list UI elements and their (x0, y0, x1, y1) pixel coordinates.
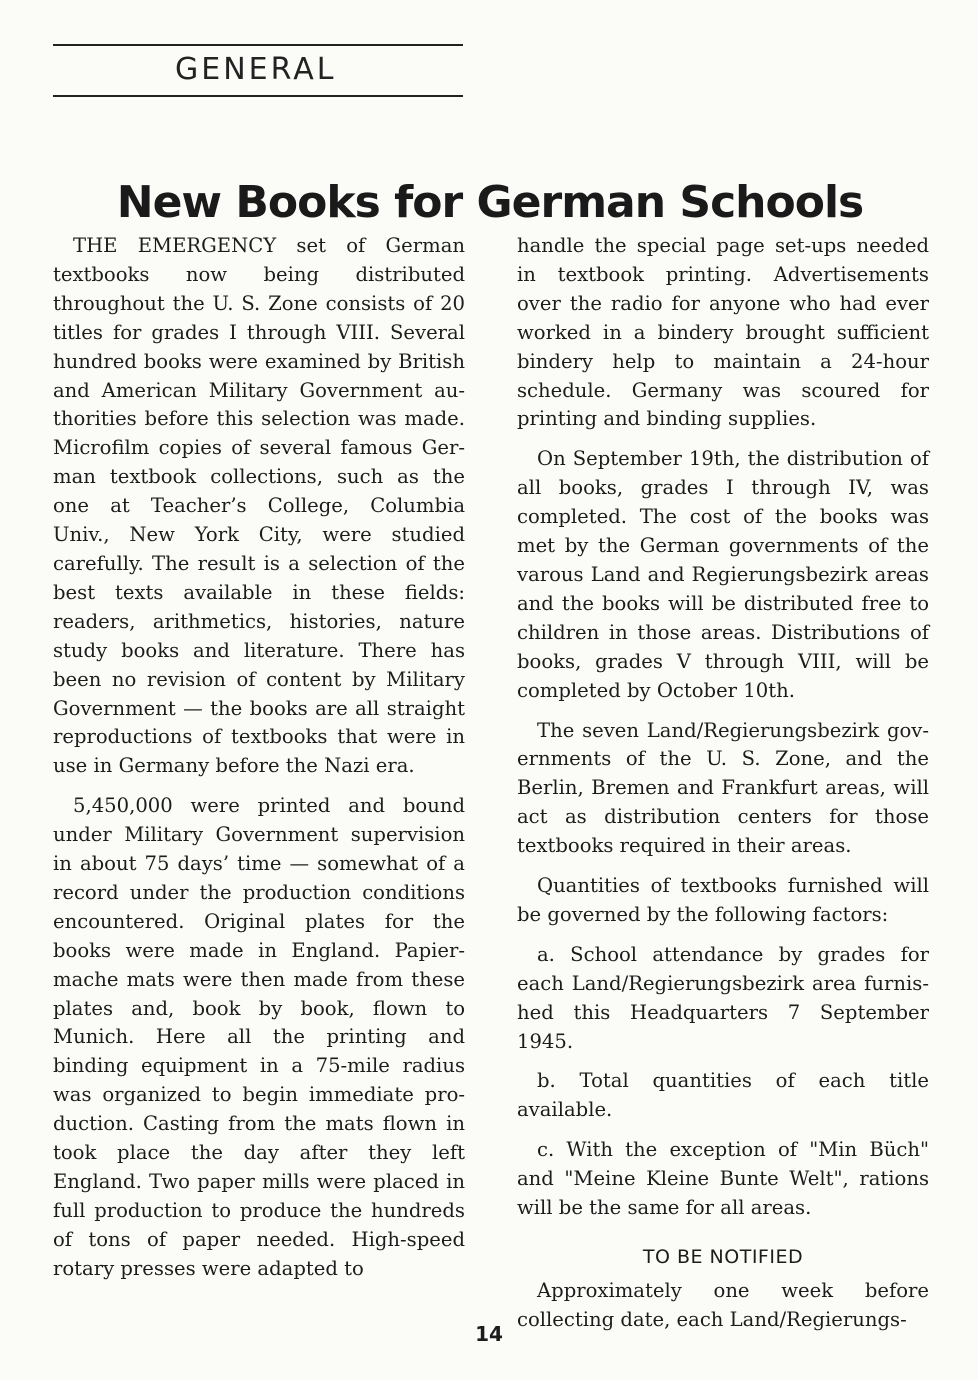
paragraph: b. Total quantities of each title available. (517, 1069, 929, 1122)
paragraph: Quantities of textbooks furnished will be governed by the following factors: (517, 874, 929, 926)
paragraph: a. School attendance by grades for each Land/Regierungsbezirk area furnished this Headquarters 7 September 1945. (517, 942, 929, 1053)
paragraph: handle the special page set-ups needed in textbook printing. Advertisements over the radio for anyone who had ever worked in a bindery brought sufficient bindery help to maintain a 24-hour schedule. Germany was scoured for printing and binding supplies. (517, 234, 929, 431)
right-column (517, 232, 929, 1346)
left-column (53, 232, 465, 1295)
section-title: GENERAL (175, 52, 337, 87)
section-rule-top (53, 44, 463, 46)
page-number: 14 (475, 1322, 503, 1346)
paragraph: 5,450,000 were printed and bound under Military Government supervision in about 75 days’ time — somewhat of a record under the production conditions encountered. Original plates for the books were made in England. Papier-mache mats were then made from these plates and, book by book, flown to Munich. Here all the printing and binding equipment in a 75-mile radius was organized to begin immediate production. Casting from the mats flown in took place the day after they left England. Two paper mills were placed in full production to produce the hundreds of tons of paper needed. High-speed rotary presses were adapted to (53, 794, 465, 1280)
paragraph: THE EMERGENCY set of German textbooks now being distributed throughout the U. S. Zone consists of 20 titles for grades I through VIII. Several hundred books were examined by British and American Military Government authorities before this selection was made. Microfilm copies of several famous German textbook collections, such as the one at Teacher’s College, Columbia Univ., New York City, were studied carefully. The result is a selection of the best texts available in these fields: readers, arithmetics, histories, nature study books and literature. There has been no revision of content by Military Government — the books are all straight reproductions of textbooks that were in use in Germany before the Nazi era. (53, 234, 465, 778)
paragraph: On September 19th, the distribution of all books, grades I through IV, was completed. The cost of the books was met by the German governments of the varous Land and Regierungsbezirk areas and the books will be distributed free to children in those areas. Distributions of books, grades V through VIII, will be completed by October 10th. (517, 447, 929, 702)
subheading: TO BE NOTIFIED (642, 1246, 804, 1268)
section-rule-bottom (53, 95, 463, 97)
paragraph: Approximately one week before collecting date, each Land/Regierungs- (517, 1279, 929, 1331)
paragraph: The seven Land/Regierungsbezirk governments of the U. S. Zone, and the Berlin, Bremen and Frankfurt areas, will act as distribution centers for those textbooks required in their areas. (517, 718, 929, 858)
paragraph: c. With the exception of "Min Büch" and "Meine Kleine Bunte Welt", rations will be the same for all areas. (517, 1138, 929, 1220)
article-headline: New Books for German Schools (116, 177, 864, 229)
